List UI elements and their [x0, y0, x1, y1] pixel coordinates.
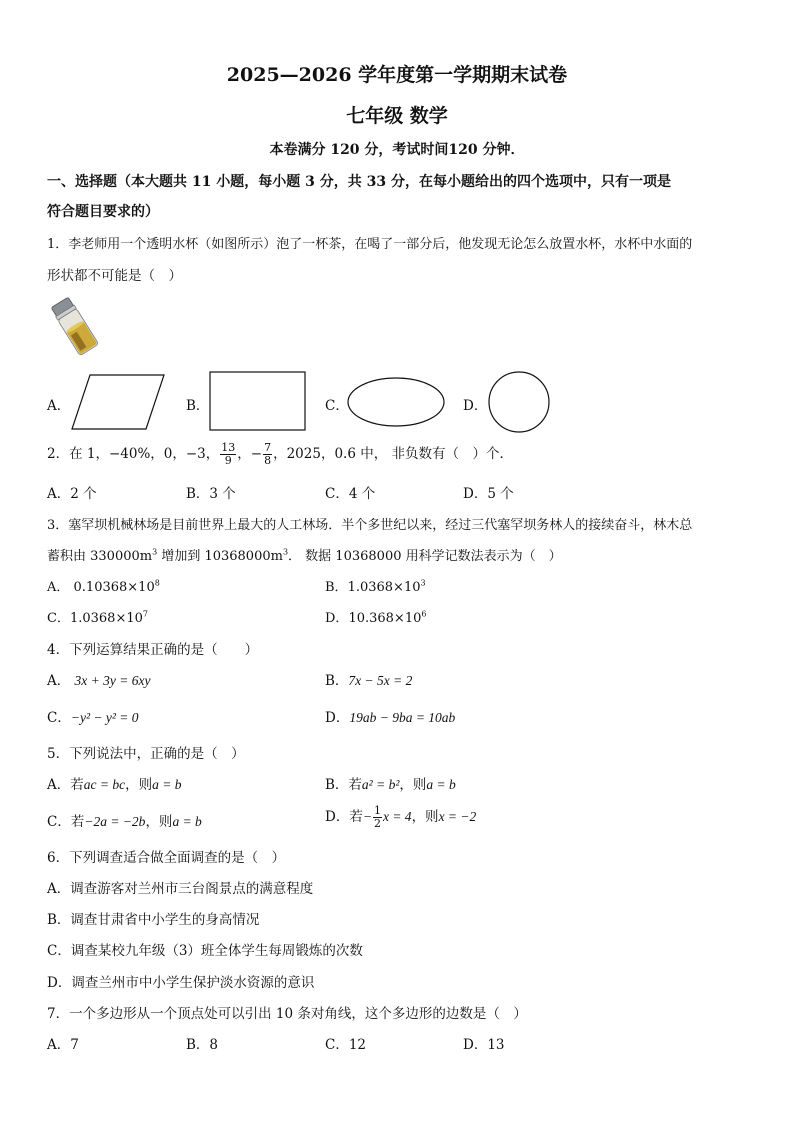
q5-option-d-pre: − — [362, 809, 372, 824]
q3-option-a-exp: 8 — [154, 578, 160, 588]
q6-option-d: D．调查兰州市中小学生保护淡水资源的意识 — [47, 975, 315, 991]
q3-line2-c: ． 数据 10368000 用科学记数法表示为（ ） — [288, 549, 562, 564]
q5-option-d-res: x = −2 — [438, 809, 477, 824]
q5-option-d-fraction — [373, 805, 382, 830]
q2-suffix: ，2025，0.6 中， 非负数有（ ）个． — [273, 446, 514, 462]
q2-option-b: B．3 个 — [186, 486, 236, 502]
q2-fraction-1 — [220, 442, 236, 467]
q4-option-d-label: D． — [325, 710, 350, 726]
q5-option-c-expr: −2a = −2b — [84, 814, 146, 829]
q4-option-c-expr: −y² − y² = 0 — [70, 710, 139, 725]
q5-option-b-mid: ，则 — [399, 777, 427, 793]
parallelogram-shape — [70, 374, 166, 430]
q5-stem: 5．下列说法中，正确的是（ ） — [47, 746, 245, 762]
q1-line2: 形状都不可能是（ ） — [47, 268, 182, 284]
q3-sup-1: 3 — [152, 547, 158, 557]
q4-option-b-label: B． — [325, 673, 349, 689]
q1-option-b-label: B． — [186, 398, 210, 414]
q2-frac2-num: 7 — [264, 441, 272, 454]
q3-option-b — [325, 576, 426, 595]
q2-option-d: D．5 个 — [463, 486, 514, 502]
circle-shape — [487, 370, 551, 434]
q5-option-d-label: D．若 — [325, 809, 363, 825]
q3-option-c-exp: 7 — [142, 609, 148, 619]
q5-option-a-label: A．若 — [47, 777, 84, 793]
q3-option-d-base: 10.368×10 — [348, 611, 422, 626]
q5-option-b-res: a = b — [426, 777, 456, 792]
q5-option-d-mid: ，则 — [411, 809, 439, 825]
q6-stem: 6．下列调查适合做全面调查的是（ ） — [47, 850, 286, 866]
q5-option-b-expr: a² = b² — [361, 777, 400, 792]
q5-option-a-res: a = b — [152, 777, 182, 792]
q5-option-c-res: a = b — [172, 814, 202, 829]
q2-frac1-num: 13 — [221, 441, 236, 454]
q1-option-c-label: C． — [325, 398, 349, 414]
q7-option-c: C．12 — [325, 1037, 367, 1053]
section-heading-line2: 符合题目要求的） — [47, 204, 159, 220]
q7-option-d: D．13 — [463, 1037, 505, 1053]
q4-option-d-expr: 19ab − 9ba = 10ab — [349, 710, 456, 725]
q5-option-a-mid: ，则 — [125, 777, 153, 793]
q4-option-b — [325, 669, 412, 689]
q5-frac-num: 1 — [373, 804, 381, 817]
q3-sup-2: 3 — [282, 547, 289, 557]
exam-subtitle: 七年级 数学 — [346, 105, 448, 127]
q3-line2-b: 增加到 10368000m — [157, 549, 283, 564]
q2-frac2-den: 8 — [264, 454, 272, 467]
rectangle-shape — [209, 371, 306, 431]
q7-option-a: A．7 — [47, 1037, 79, 1053]
q3-option-b-label: B． — [325, 580, 348, 595]
q5-option-b — [325, 773, 456, 793]
q6-option-b: B．调查甘肃省中小学生的身高情况 — [47, 912, 260, 928]
q7-option-b: B．8 — [186, 1037, 219, 1053]
q2-fraction-2 — [263, 442, 272, 467]
q3-option-c-base: 1.0368×10 — [69, 611, 143, 626]
q5-option-a-expr: ac = bc — [83, 777, 126, 792]
q5-option-a — [47, 773, 181, 793]
q5-option-c-mid: ，则 — [145, 814, 173, 830]
q1-option-a-label: A． — [47, 398, 71, 414]
q3-option-a-base: 0.10368×10 — [73, 580, 155, 595]
q5-option-c-label: C．若 — [47, 814, 85, 830]
q4-option-d — [325, 706, 455, 726]
q6-option-c: C．调查某校九年级（3）班全体学生每周锻炼的次数 — [47, 943, 363, 959]
q7-stem: 7．一个多边形从一个顶点处可以引出 10 条对角线，这个多边形的边数是（ ） — [47, 1006, 527, 1022]
q2-stem — [47, 437, 513, 471]
q4-option-c-label: C． — [47, 710, 71, 726]
q3-option-a-label: A． — [47, 580, 70, 595]
q3-option-d-label: D． — [325, 611, 349, 626]
glass-cup-icon — [45, 296, 105, 358]
q3-option-b-base: 1.0368×10 — [347, 580, 421, 595]
q3-option-b-exp: 3 — [420, 578, 426, 588]
q1-option-d-label: D． — [463, 398, 488, 414]
q4-option-c — [47, 706, 139, 726]
q3-option-a — [47, 576, 160, 595]
q2-sep: ，− — [237, 446, 263, 462]
q3-line2-a: 蓄积由 330000m — [47, 549, 153, 564]
exam-note: 本卷满分 120 分，考试时间120 分钟． — [269, 142, 525, 158]
ellipse-shape — [346, 376, 446, 428]
q1-line1: 1．李老师用一个透明水杯（如图所示）泡了一杯茶，在喝了一部分后，他发现无论怎么放置水杯，水杯中水面的 — [47, 237, 693, 252]
q5-option-d-post: x = 4 — [382, 809, 412, 824]
q3-line1: 3．塞罕坝机械林场是目前世界上最大的人工林场．半个多世纪以来，经过三代塞罕坝务林人的接续奋斗，林木总 — [47, 518, 693, 533]
q4-option-b-expr: 7x − 5x = 2 — [348, 673, 413, 688]
q2-frac1-den: 9 — [224, 454, 232, 467]
exam-title: 2025—2026 学年度第一学期期末试卷 — [226, 64, 568, 86]
q4-stem: 4．下列运算结果正确的是（ ） — [47, 642, 259, 658]
q5-frac-den: 2 — [373, 817, 381, 830]
q5-option-c — [47, 810, 202, 830]
q3-option-d — [325, 607, 426, 626]
q3-line2 — [47, 545, 562, 564]
q2-prefix: 2．在 1，−40%，0，−3， — [47, 446, 220, 462]
q6-option-a: A．调查游客对兰州市三台阁景点的满意程度 — [47, 881, 314, 897]
q5-option-d — [325, 800, 476, 834]
q3-option-c — [47, 607, 148, 626]
q4-option-a-expr: 3x + 3y = 6xy — [74, 673, 151, 688]
section-heading-line1: 一、选择题（本大题共 11 小题，每小题 3 分，共 33 分，在每小题给出的四个选项中，只有一项是 — [47, 174, 671, 190]
q3-option-d-exp: 6 — [421, 609, 427, 619]
q3-option-c-label: C． — [47, 611, 70, 626]
q2-option-c: C．4 个 — [325, 486, 376, 502]
q5-option-b-label: B．若 — [325, 777, 362, 793]
q4-option-a-label: A． — [47, 673, 71, 689]
q4-option-a — [47, 669, 150, 689]
q2-option-a: A．2 个 — [47, 486, 97, 502]
